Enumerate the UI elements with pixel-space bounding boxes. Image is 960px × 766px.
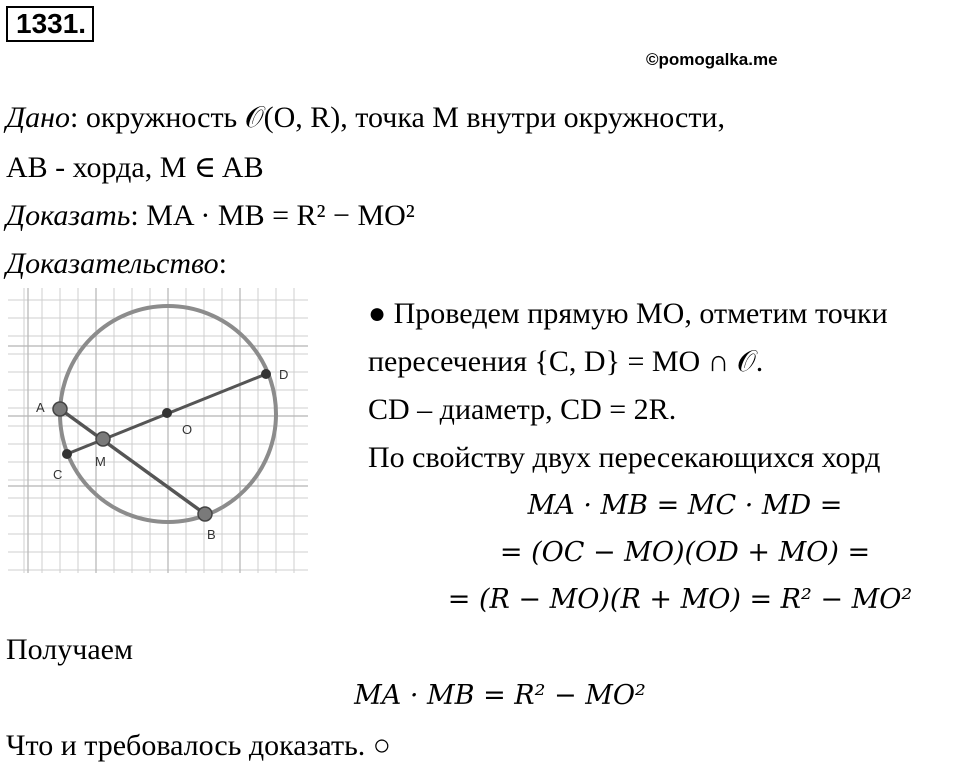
label-c: C [53,467,63,482]
geometry-figure [8,288,308,573]
conclusion: Что и требовалось доказать. ○ [6,729,391,762]
problem-number: 1331. [6,6,94,42]
label-a: A [36,400,45,415]
point-b [198,507,212,521]
point-o [162,408,172,418]
watermark: ©pomogalka.me [646,50,778,69]
result-label: Получаем [6,633,133,666]
point-d [261,369,271,379]
point-m [96,432,110,446]
figure-axes [8,288,308,573]
given-text: : окружность 𝒪(O, R), точка M внутри окружности, [69,101,725,134]
prove-line [6,198,415,234]
label-o: O [182,422,193,437]
label-b: B [207,527,216,542]
equation-1: MA · MB = MC · MD = [527,490,843,521]
proof-line-3: CD – диаметр, CD = 2R. [368,393,677,426]
proof-label: Доказательство [6,247,219,280]
proof-heading [6,246,227,282]
proof-line-2: пересечения {C, D} = MO ∩ 𝒪. [368,345,764,378]
point-a [53,402,67,416]
equation-3: = (R − MO)(R + MO) = R² − MO² [447,584,913,615]
label-m: M [95,454,106,469]
proof-colon: : [218,247,227,280]
proof-line-1: ● Проведем прямую MO, отметим точки [368,297,888,330]
given-line-2: AB - хорда, M ∈ AB [6,151,264,184]
point-c [62,449,72,459]
given-line-1 [6,100,725,136]
equation-2: = (OC − MO)(OD + MO) = [499,537,871,568]
given-label: Дано [6,101,70,134]
proof-line-4: По свойству двух пересекающихся хорд [368,441,881,474]
label-d: D [279,367,289,382]
result-equation: MA · MB = R² − MO² [354,680,646,711]
figure-grid [8,288,308,573]
prove-label: Доказать [6,199,131,232]
prove-statement: : MA · MB = R² − MO² [130,199,415,232]
